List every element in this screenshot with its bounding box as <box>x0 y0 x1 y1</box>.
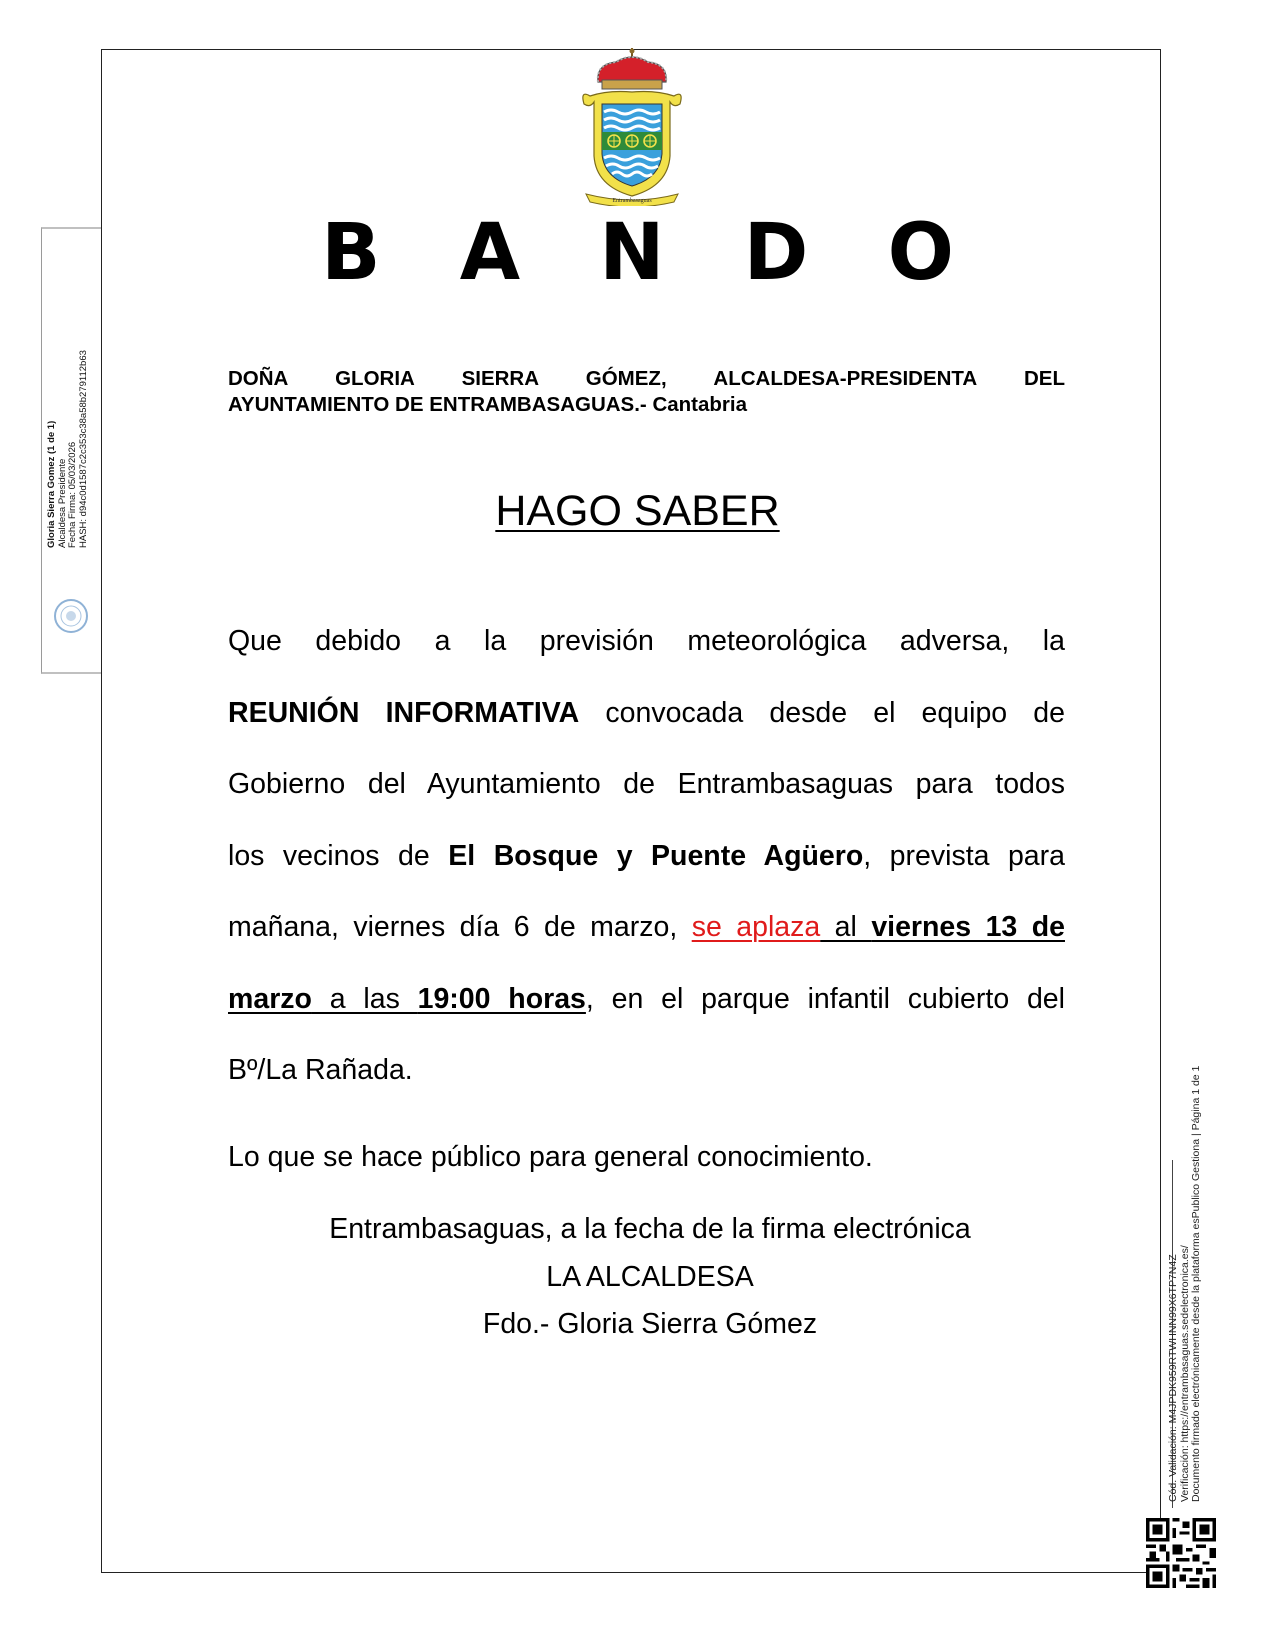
signature-stamp-text <box>47 350 89 548</box>
body-line <box>228 678 1065 750</box>
body-text-span: a las <box>311 982 418 1015</box>
announcement-heading-text: HAGO SABER <box>495 487 780 535</box>
body-line: Bº/La Rañada. <box>228 1054 413 1086</box>
issuer-line-2: AYUNTAMIENTO DE ENTRAMBASAGUAS.- Cantabria <box>228 393 747 416</box>
signature-role: LA ALCALDESA <box>546 1261 754 1293</box>
body-line <box>228 821 1065 893</box>
body-text-span: mañana, viernes día 6 de marzo, <box>228 911 692 943</box>
issuer-header <box>228 366 1065 418</box>
signature-date: Fecha Firma: 05/03/2026 <box>67 441 78 548</box>
signer-name: Gloria Sierra Gomez (1 de 1) <box>46 420 57 548</box>
neighborhoods: El Bosque y Puente Agüero <box>448 839 864 872</box>
body-line <box>228 892 1065 964</box>
signature-hash: HASH: d94c0d1587c2c353c38a58b279112b63 <box>77 350 89 548</box>
new-date-month: marzo <box>228 982 312 1015</box>
body-line: Que debido a la previsión meteorológica adversa, la <box>228 625 1065 657</box>
new-time: 19:00 horas <box>417 982 586 1015</box>
body-text-span: al <box>820 911 872 943</box>
verification-url[interactable]: Verificación: https://entrambasaguas.sedelectronica.es/ <box>1178 1245 1191 1502</box>
body-text-span: los vecinos de <box>228 839 449 872</box>
meeting-name: REUNIÓN INFORMATIVA <box>228 696 580 729</box>
body-line <box>228 964 1065 1036</box>
document-title: B A N D O <box>321 208 980 298</box>
verification-text <box>1168 1066 1203 1502</box>
coat-of-arms-icon <box>576 46 688 206</box>
body-text-span: convocada desde el equipo de <box>579 696 1065 729</box>
signer-position: Alcaldesa Presidente <box>56 458 68 548</box>
svg-text:Entrambasaguas: Entrambasaguas <box>612 198 652 204</box>
signature-name: Fdo.- Gloria Sierra Gómez <box>482 1308 818 1340</box>
municipal-seal-icon <box>53 598 89 634</box>
postponed-highlight: se aplaza <box>691 911 821 943</box>
platform-notice: Documento firmado electrónicamente desde la plataforma esPublico Gestiona | Página 1 de 1 <box>1190 1065 1202 1502</box>
closing-statement: Lo que se hace público para general conocimiento. <box>228 1141 873 1173</box>
signature-place-date: Entrambasaguas, a la fecha de la firma electrónica <box>329 1213 971 1245</box>
body-text-span: , en el parque infantil cubierto del <box>585 982 1065 1015</box>
validation-code: Cód. Validación: M4JPDK959RTWHNN99X6TP7N4Z <box>1167 1254 1179 1502</box>
issuer-line-1: DOÑA GLORIA SIERRA GÓMEZ, ALCALDESA-PRESIDENTA DEL <box>228 367 1065 390</box>
body-line: Gobierno del Ayuntamiento de Entrambasaguas para todos <box>228 768 1065 800</box>
qr-code-icon[interactable] <box>1146 1518 1216 1588</box>
body-text-span: , prevista para <box>863 839 1065 872</box>
new-date: viernes 13 de <box>871 911 1065 943</box>
announcement-body <box>228 606 1065 1107</box>
